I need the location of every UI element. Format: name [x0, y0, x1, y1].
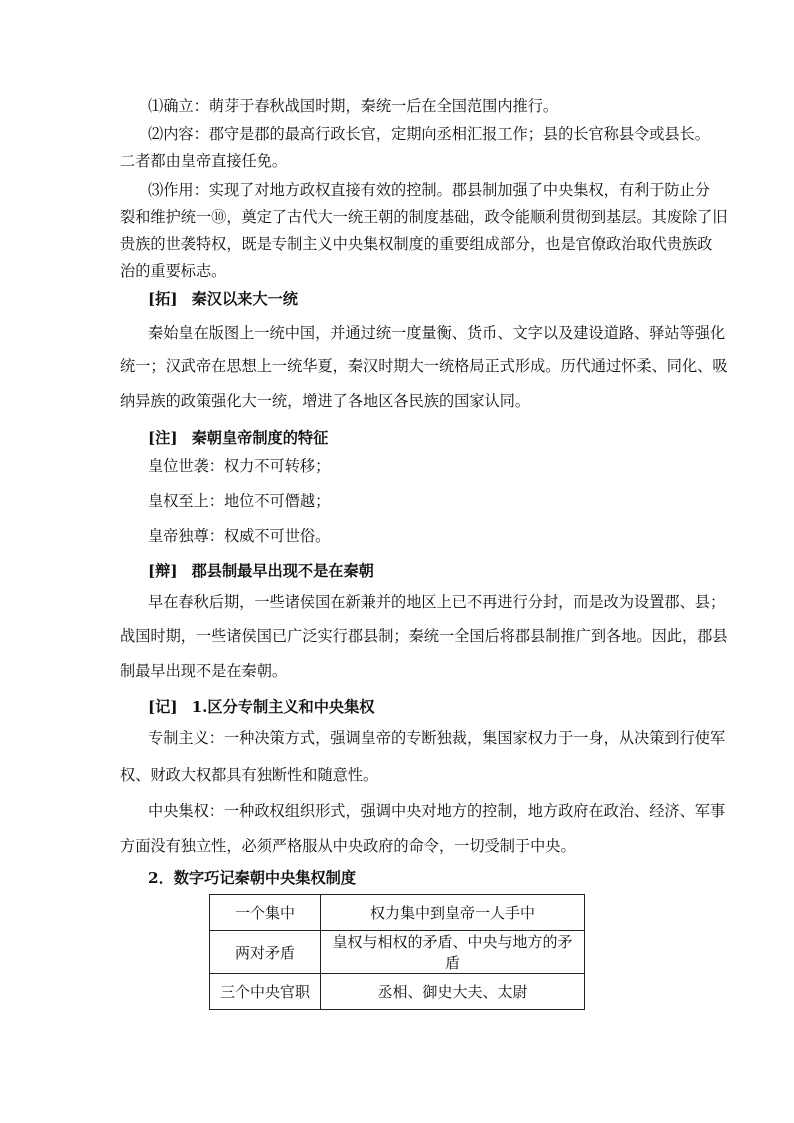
heading-bian-title: 郡县制最早出现不是在秦朝 [191, 562, 374, 580]
paragraph-content-line1: ⑵内容：郡守是郡的最高行政长官，定期向丞相汇报工作；县的长官称县令或县长。 [148, 125, 710, 143]
paragraph-effect-line2: 裂和维护统一⑩，奠定了古代大一统王朝的制度基础，政令能顺利贯彻到基层。其废除了旧 [120, 208, 728, 226]
heading-ji [0, 697, 794, 717]
table-value-cell: 皇权与相权的矛盾、中央与地方的矛盾 [321, 931, 585, 974]
heading-ji-title: 1.区分专制主义和中央集权 [191, 698, 375, 716]
autocracy-line1: 专制主义：一种决策方式，强调皇帝的专断独裁，集国家权力于一身，从决策到行使军 [148, 729, 726, 747]
zhu-line1: 皇位世袭：权力不可转移； [148, 457, 331, 475]
zhu-line2: 皇权至上：地位不可僭越； [148, 492, 331, 510]
tuo-line1: 秦始皇在版图上一统中国，并通过统一度量衡、货币、文字以及建设道路、驿站等强化 [148, 324, 726, 342]
zhu-line3: 皇帝独尊：权威不可世俗。 [148, 527, 331, 545]
paragraph-effect-line4: 治的重要标志。 [120, 262, 227, 280]
tag-tuo: [拓] [148, 290, 178, 308]
bian-line1: 早在春秋后期，一些诸侯国在新兼并的地区上已不再进行分封，而是改为设置郡、县； [148, 593, 726, 611]
heading-tuo [0, 289, 794, 309]
bian-line2: 战国时期，一些诸侯国已广泛实行郡县制；秦统一全国后将郡县制推广到各地。因此，郡县 [120, 627, 728, 645]
heading-zhu-title: 秦朝皇帝制度的特征 [191, 429, 329, 447]
table-key-cell: 两对矛盾 [210, 931, 321, 974]
paragraph-establish: ⑴确立：萌芽于春秋战国时期，秦统一后在全国范围内推行。 [148, 97, 559, 115]
tag-bian: [辩] [148, 562, 178, 580]
heading-zhu [0, 428, 794, 448]
bian-line3: 制最早出现不是在秦朝。 [120, 662, 288, 680]
table-value-cell: 丞相、御史大夫、太尉 [321, 974, 585, 1010]
heading-bian [0, 561, 794, 581]
heading-tuo-title: 秦汉以来大一统 [191, 290, 298, 308]
paragraph-effect-line1: ⑶作用：实现了对地方政权直接有效的控制。郡县制加强了中央集权，有利于防止分 [148, 181, 710, 199]
tuo-line3: 纳异族的政策强化大一统，增进了各地区各民族的国家认同。 [120, 392, 531, 410]
summary-table [209, 894, 585, 1010]
table-key-cell: 一个集中 [210, 895, 321, 931]
heading-number-mnemonic: 2．数字巧记秦朝中央集权制度 [148, 869, 357, 887]
table-row [210, 931, 585, 974]
tag-ji: [记] [148, 698, 178, 716]
paragraph-content-line2: 二者都由皇帝直接任免。 [120, 152, 288, 170]
tuo-line2: 统一；汉武帝在思想上一统华夏，秦汉时期大一统格局正式形成。历代通过怀柔、同化、吸 [120, 357, 728, 375]
table-value-cell: 权力集中到皇帝一人手中 [321, 895, 585, 931]
tag-zhu: [注] [148, 429, 178, 447]
centralization-line1: 中央集权：一种政权组织形式，强调中央对地方的控制，地方政府在政治、经济、军事 [148, 802, 726, 820]
paragraph-effect-line3: 贵族的世袭特权，既是专制主义中央集权制度的重要组成部分，也是官僚政治取代贵族政 [120, 235, 713, 253]
centralization-line2: 方面没有独立性，必须严格服从中央政府的命令，一切受制于中央。 [120, 837, 576, 855]
autocracy-line2: 权、财政大权都具有独断性和随意性。 [120, 766, 379, 784]
table-key-cell: 三个中央官职 [210, 974, 321, 1010]
table-row [210, 974, 585, 1010]
table-row [210, 895, 585, 931]
